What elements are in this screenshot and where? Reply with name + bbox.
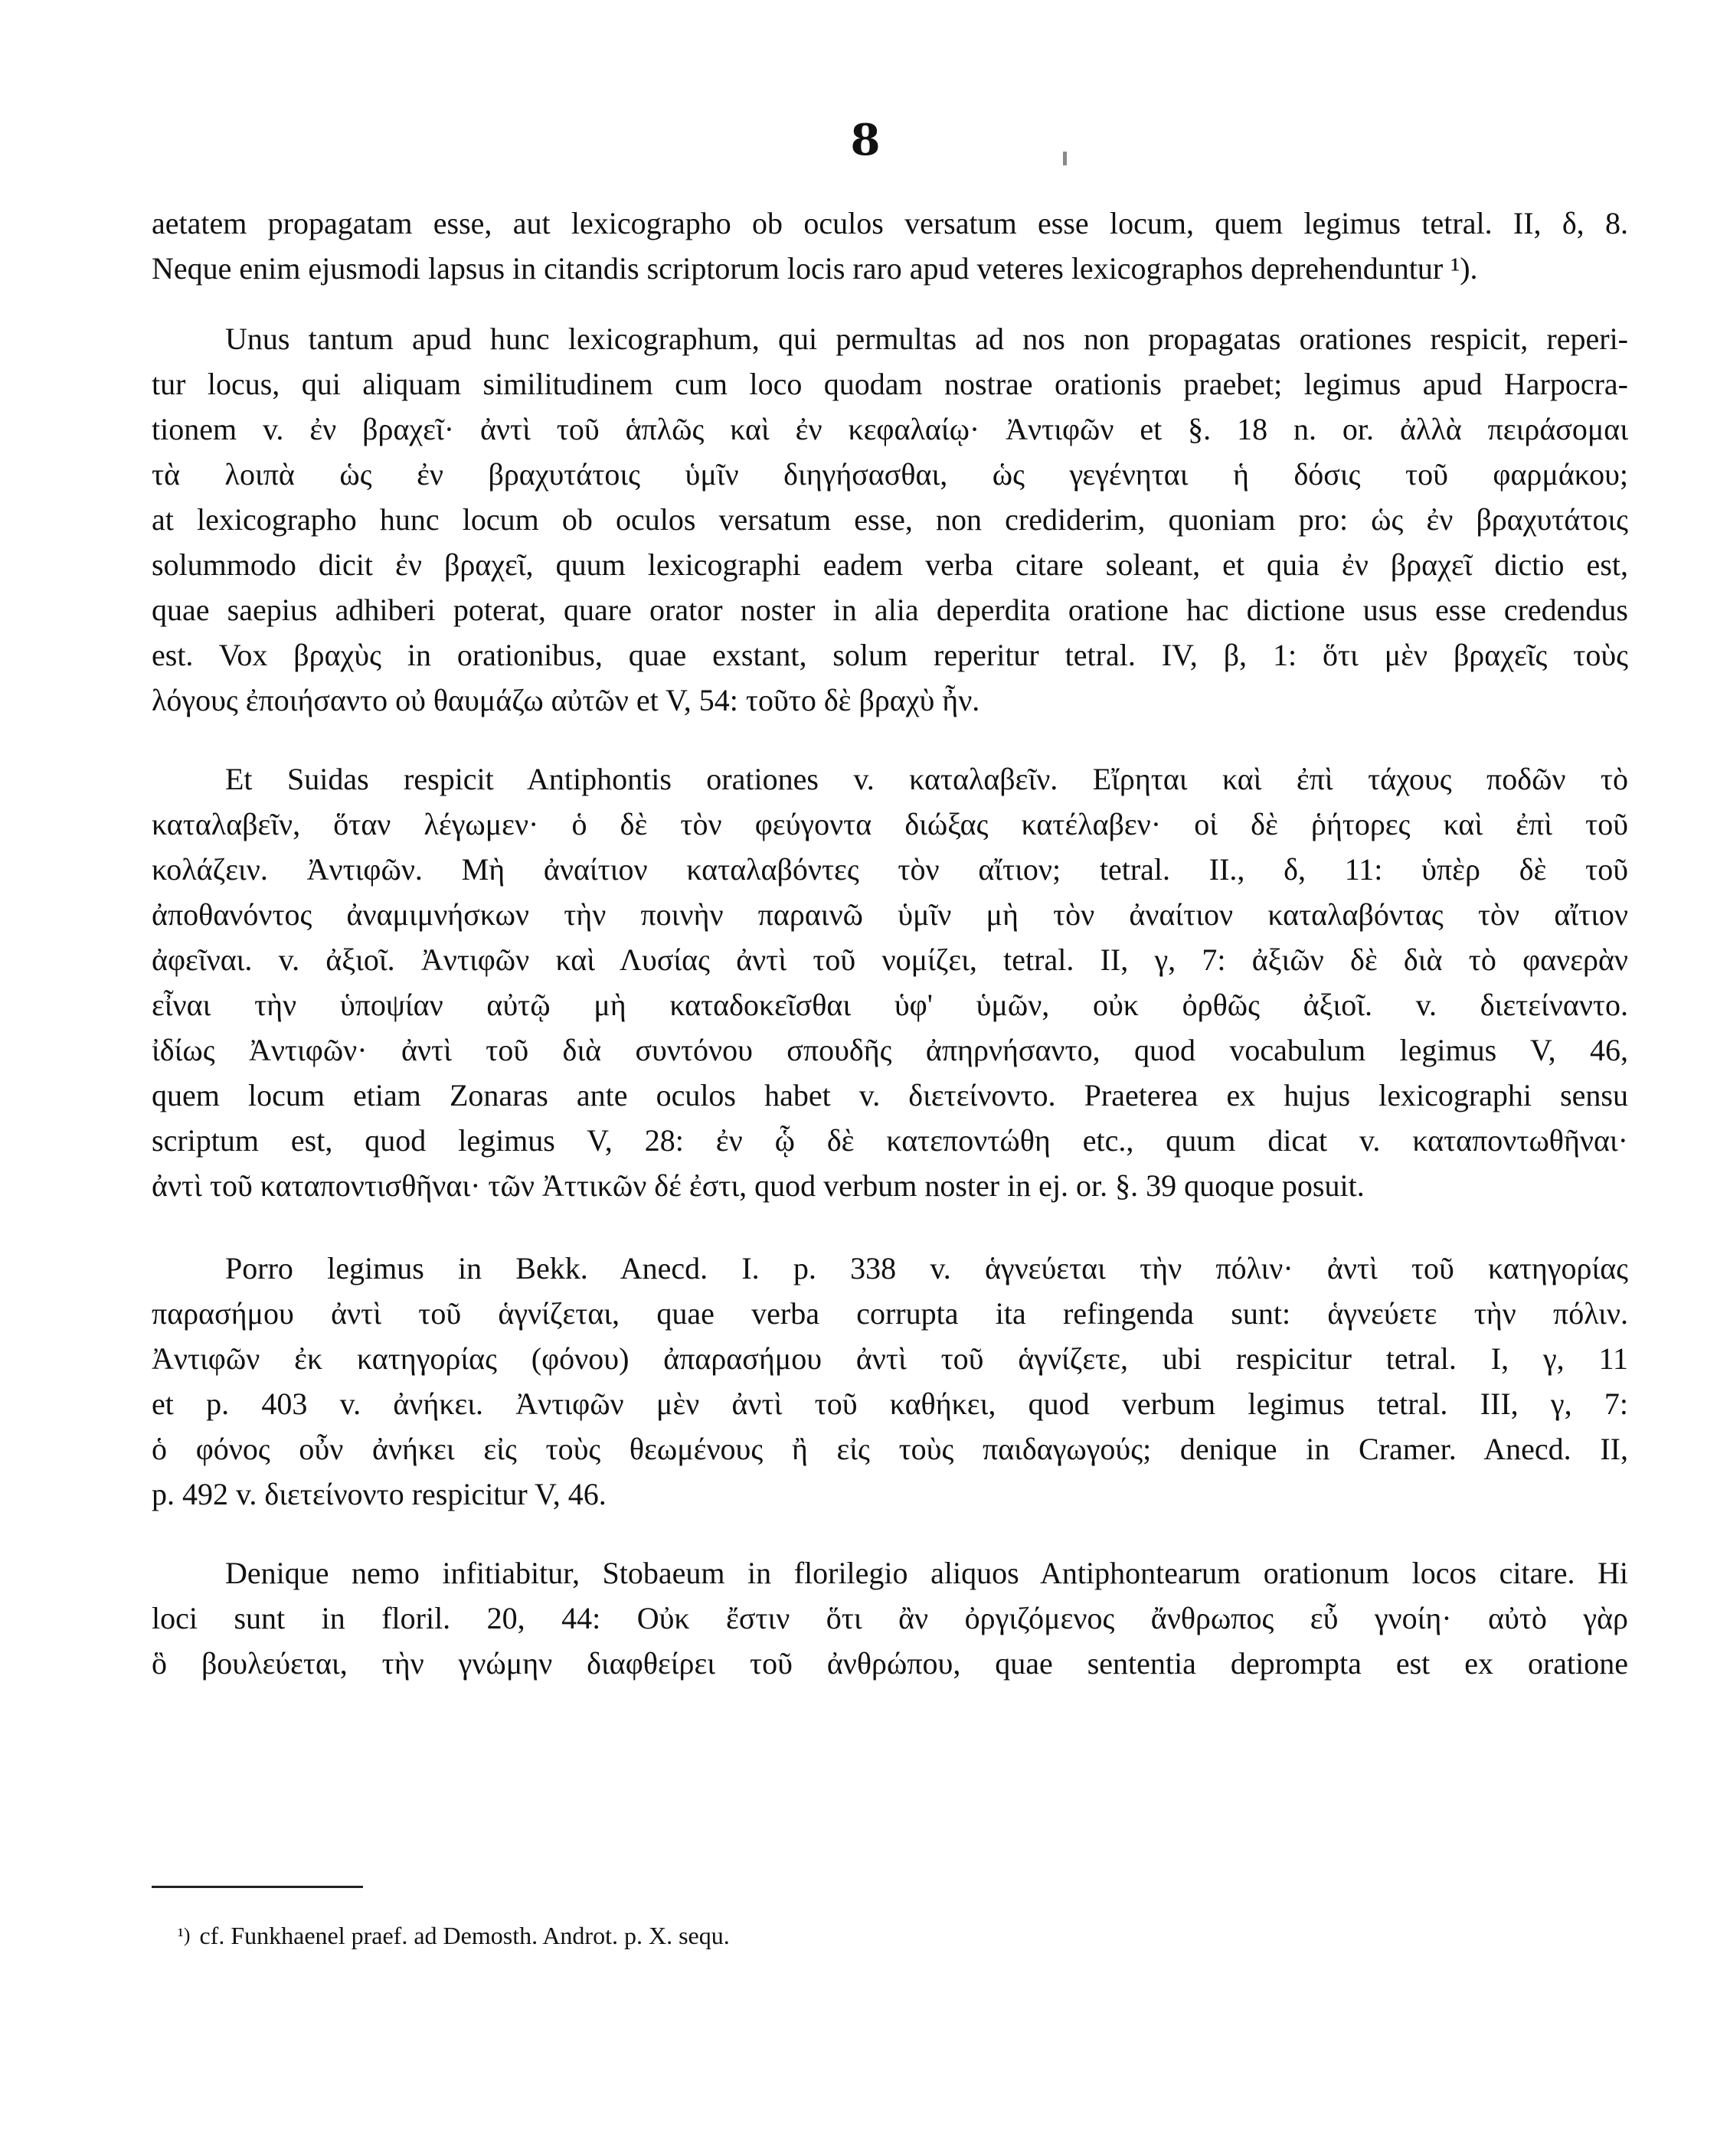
text-line: quae saepius adhiberi poterat, quare orator noster in alia deperdita oratione hac dictione usus esse credendus (152, 593, 1628, 627)
text-line: aetatem propagatam esse, aut lexicographo ob oculos versatum esse locum, quem legimus tetral. II, δ, 8. (152, 206, 1628, 240)
text-line: ὁ φόνος οὖν ἀνήκει εἰς τοὺς θεωμένους ἢ εἰς τοὺς παιδαγωγούς; denique in Cramer. Anecd. II, (152, 1432, 1628, 1466)
text-line: κολάζειν. Ἀντιφῶν. Μὴ ἀναίτιον καταλαβόντες τὸν αἴτιον; tetral. II., δ, 11: ὑπὲρ δὲ τοῦ (152, 852, 1628, 887)
page-number: 8 (850, 115, 881, 165)
scan-mark (1063, 152, 1067, 165)
paragraph-3 (152, 756, 1628, 1208)
text-line: Et Suidas respicit Antiphontis orationes v. καταλαβεῖν. Εἴρηται καὶ ἐπὶ τάχους ποδῶν τὸ (225, 762, 1628, 796)
text-line: ὃ βουλεύεται, τὴν γνώμην διαφθείρει τοῦ ἀνθρώπου, quae sententia deprompta est ex oratione (152, 1646, 1628, 1681)
text-line: εἶναι τὴν ὑποψίαν αὐτῷ μὴ καταδοκεῖσθαι ὑφ' ὑμῶν, οὐκ ὀρθῶς ἀξιοῖ. v. διετείναντο. (152, 988, 1628, 1022)
text-line: λόγους ἐποιήσαντο οὐ θαυμάζω αὐτῶν et V, 54: τοῦτο δὲ βραχὺ ἦν. (152, 683, 980, 717)
footnote-text: cf. Funkhaenel praef. ad Demosth. Androt. p. X. sequ. (199, 1922, 730, 1949)
text-line: quem locum etiam Zonaras ante oculos habet v. διετείνοντο. Praeterea ex hujus lexicographi sensu (152, 1078, 1628, 1112)
text-line: Ἀντιφῶν ἐκ κατηγορίας (φόνου) ἀπαρασήμου ἀντὶ τοῦ ἁγνίζετε, ubi respicitur tetral. I, γ, 11 (152, 1341, 1628, 1376)
footnote-rule (152, 1886, 363, 1888)
text-line: τὰ λοιπὰ ὡς ἐν βραχυτάτοις ὑμῖν διηγήσασθαι, ὡς γεγένηται ἡ δόσις τοῦ φαρμάκου; (152, 457, 1628, 492)
text-line: est. Vox βραχὺς in orationibus, quae exstant, solum reperitur tetral. IV, β, 1: ὅτι μὲν βραχεῖς τοὺς (152, 638, 1628, 672)
text-line: Unus tantum apud hunc lexicographum, qui permultas ad nos non propagatas orationes respicit, reperi- (225, 322, 1628, 356)
paragraph-1 (152, 201, 1628, 291)
footnote-mark: ¹) (178, 1924, 191, 1946)
text-line: ἀποθανόντος ἀναμιμνήσκων τὴν ποινὴν παραινῶ ὑμῖν μὴ τὸν ἀναίτιον καταλαβόντας τὸν αἴτιον (152, 897, 1628, 932)
text-line: scriptum est, quod legimus V, 28: ἐν ᾧ δὲ κατεποντώθη etc., quum dicat v. καταποντωθῆναι· (152, 1123, 1628, 1158)
text-line: loci sunt in floril. 20, 44: Οὐκ ἔστιν ὅτι ἂν ὀργιζόμενος ἄνθρωπος εὖ γνοίη· αὐτὸ γὰρ (152, 1601, 1628, 1635)
footnote (178, 1918, 1250, 1953)
text-line: ἀφεῖναι. v. ἀξιοῖ. Ἀντιφῶν καὶ Λυσίας ἀντὶ τοῦ νομίζει, tetral. II, γ, 7: ἀξιῶν δὲ διὰ τὸ φανερὰν (152, 942, 1628, 977)
page-body (152, 201, 1628, 1686)
text-line: καταλαβεῖν, ὅταν λέγωμεν· ὁ δὲ τὸν φεύγοντα διώξας κατέλαβεν· οἱ δὲ ῥήτορες καὶ ἐπὶ τοῦ (152, 807, 1628, 841)
text-line: tionem v. ἐν βραχεῖ· ἀντὶ τοῦ ἁπλῶς καὶ ἐν κεφαλαίῳ· Ἀντιφῶν et §. 18 n. or. ἀλλὰ πειράσομαι (152, 412, 1628, 446)
paragraph-4 (152, 1246, 1628, 1517)
text-line: et p. 403 v. ἀνήκει. Ἀντιφῶν μὲν ἀντὶ τοῦ καθήκει, quod verbum legimus tetral. III, γ, 7: (152, 1387, 1628, 1421)
text-line: ἀντὶ τοῦ καταποντισθῆναι· τῶν Ἀττικῶν δέ ἐστι, quod verbum noster in ej. or. §. 39 quoque posuit. (152, 1168, 1365, 1203)
text-line: at lexicographo hunc locum ob oculos versatum esse, non crediderim, quoniam pro: ὡς ἐν βραχυτάτοις (152, 502, 1628, 537)
text-line: Neque enim ejusmodi lapsus in citandis scriptorum locis raro apud veteres lexicographos deprehenduntur ¹). (152, 251, 1478, 286)
text-line: ἰδίως Ἀντιφῶν· ἀντὶ τοῦ διὰ συντόνου σπουδῆς ἀπηρνήσαντο, quod vocabulum legimus V, 46, (152, 1033, 1628, 1067)
text-line: παρασήμου ἀντὶ τοῦ ἁγνίζεται, quae verba corrupta ita refingenda sunt: ἁγνεύετε τὴν πόλιν. (152, 1296, 1628, 1331)
text-line: Denique nemo infitiabitur, Stobaeum in florilegio aliquos Antiphontearum orationum locos citare. Hi (225, 1556, 1628, 1590)
text-line: p. 492 v. διετείνοντο respicitur V, 46. (152, 1477, 607, 1511)
paragraph-5 (152, 1550, 1628, 1686)
text-line: Porro legimus in Bekk. Anecd. I. p. 338 v. ἁγνεύεται τὴν πόλιν· ἀντὶ τοῦ κατηγορίας (225, 1251, 1628, 1285)
paragraph-2 (152, 316, 1628, 723)
text-line: tur locus, qui aliquam similitudinem cum loco quodam nostrae orationis praebet; legimus apud Harpocra- (152, 367, 1628, 401)
text-line: solummodo dicit ἐν βραχεῖ, quum lexicographi eadem verba citare soleant, et quia ἐν βραχεῖ dictio est, (152, 547, 1628, 582)
